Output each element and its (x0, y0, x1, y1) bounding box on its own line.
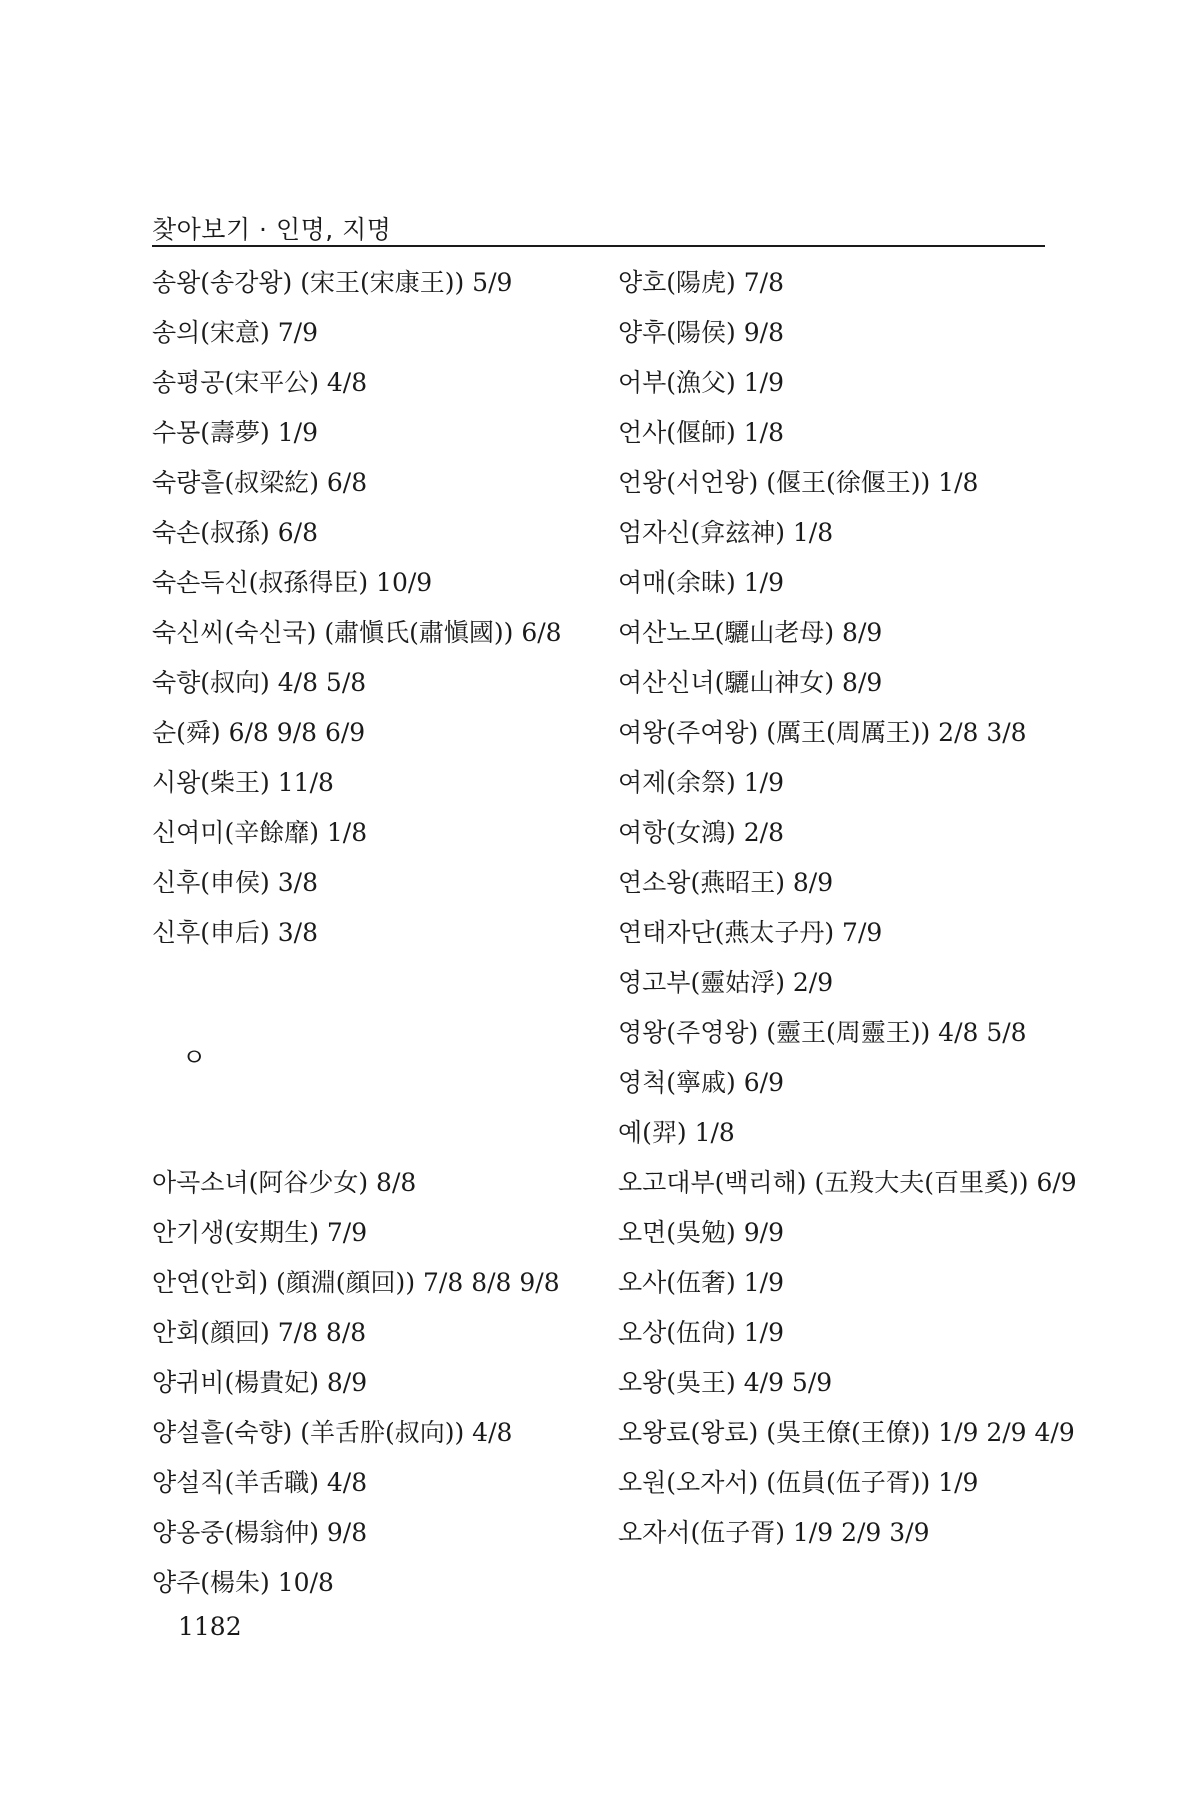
index-entry: 오자서(伍子胥) 1/9 2/9 3/9 (618, 1518, 930, 1547)
index-entry: 영고부(靈姑浮) 2/9 (618, 968, 834, 997)
index-entry: 엄자신(弇玆神) 1/8 (618, 518, 834, 547)
index-entry: 오상(伍尙) 1/9 (618, 1318, 784, 1347)
index-entry: 연소왕(燕昭王) 8/9 (618, 868, 834, 897)
index-entry: 신후(申侯) 3/8 (152, 868, 318, 897)
index-entry: 양호(陽虎) 7/8 (618, 268, 784, 297)
index-entry: 송의(宋意) 7/9 (152, 318, 318, 347)
index-entry: 오면(吳勉) 9/9 (618, 1218, 784, 1247)
index-entry: 송평공(宋平公) 4/8 (152, 368, 368, 397)
index-entry: 오왕료(왕료) (吳王僚(王僚)) 1/9 2/9 4/9 (618, 1418, 1075, 1447)
index-entry: 오왕(吳王) 4/9 5/9 (618, 1368, 833, 1397)
index-entry: 안회(顔回) 7/8 8/8 (152, 1318, 367, 1347)
index-entry: 언왕(서언왕) (偃王(徐偃王)) 1/8 (618, 468, 979, 497)
section-heading-ieung: ㅇ (182, 1043, 207, 1072)
index-entry: 양귀비(楊貴妃) 8/9 (152, 1368, 368, 1397)
index-entry: 양주(楊朱) 10/8 (152, 1568, 334, 1597)
index-entry: 여매(余昧) 1/9 (618, 568, 784, 597)
index-entry: 언사(偃師) 1/8 (618, 418, 784, 447)
index-entry: 신후(申后) 3/8 (152, 918, 318, 947)
index-entry: 송왕(송강왕) (宋王(宋康王)) 5/9 (152, 268, 513, 297)
index-entry: 여산신녀(驪山神女) 8/9 (618, 668, 883, 697)
running-head: 찾아보기 · 인명, 지명 (152, 215, 392, 244)
index-entry: 신여미(辛餘靡) 1/8 (152, 818, 368, 847)
index-entry: 연태자단(燕太子丹) 7/9 (618, 918, 883, 947)
index-entry: 안연(안회) (顔淵(顔回)) 7/8 8/8 9/8 (152, 1268, 560, 1297)
index-entry: 숙향(叔向) 4/8 5/8 (152, 668, 367, 697)
right-column (618, 258, 1077, 1558)
page-number: 1182 (178, 1612, 242, 1641)
index-entry: 여왕(주여왕) (厲王(周厲王)) 2/8 3/8 (618, 718, 1027, 747)
index-entry: 오고대부(백리해) (五羖大夫(百里奚)) 6/9 (618, 1168, 1077, 1197)
index-entry: 양설직(羊舌職) 4/8 (152, 1468, 368, 1497)
index-entry: 어부(漁父) 1/9 (618, 368, 784, 397)
index-entry: 여항(女鴻) 2/8 (618, 818, 784, 847)
index-entry: 숙손(叔孫) 6/8 (152, 518, 318, 547)
index-entry: 수몽(壽夢) 1/9 (152, 418, 318, 447)
index-entry: 시왕(柴王) 11/8 (152, 768, 334, 797)
index-entry: 여산노모(驪山老母) 8/9 (618, 618, 883, 647)
index-entry: 양설흘(숙향) (羊舌肸(叔向)) 4/8 (152, 1418, 513, 1447)
index-entry: 숙량흘(叔梁紇) 6/8 (152, 468, 368, 497)
header-rule (152, 245, 1045, 247)
index-entry: 여제(余祭) 1/9 (618, 768, 784, 797)
index-entry: 아곡소녀(阿谷少女) 8/8 (152, 1168, 417, 1197)
index-entry: 오원(오자서) (伍員(伍子胥)) 1/9 (618, 1468, 979, 1497)
index-entry: 영척(寧戚) 6/9 (618, 1068, 784, 1097)
index-entry: 안기생(安期生) 7/9 (152, 1218, 368, 1247)
index-entry: 순(舜) 6/8 9/8 6/9 (152, 718, 366, 747)
index-entry: 양후(陽侯) 9/8 (618, 318, 784, 347)
index-entry: 예(羿) 1/8 (618, 1118, 735, 1147)
index-entry: 양옹중(楊翁仲) 9/8 (152, 1518, 368, 1547)
index-entry: 숙손득신(叔孫得臣) 10/9 (152, 568, 433, 597)
index-entry: 영왕(주영왕) (靈王(周靈王)) 4/8 5/8 (618, 1018, 1027, 1047)
index-entry: 오사(伍奢) 1/9 (618, 1268, 784, 1297)
left-column (152, 258, 592, 1608)
index-entry: 숙신씨(숙신국) (肅愼氏(肅愼國)) 6/8 (152, 618, 562, 647)
